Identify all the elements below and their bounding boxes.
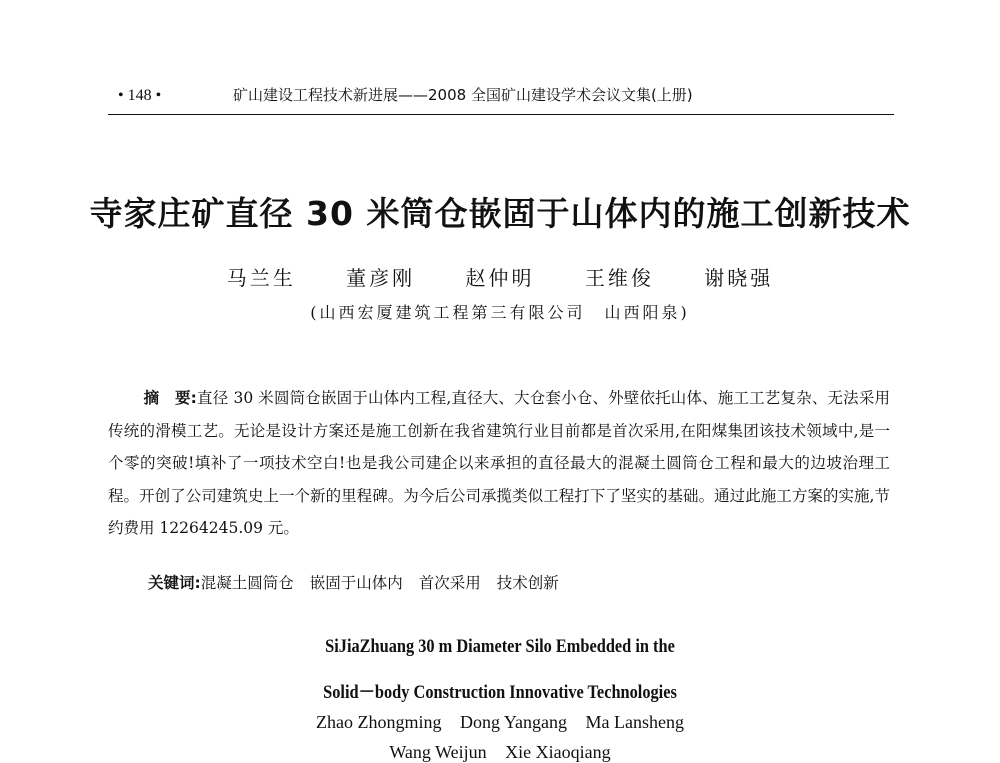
- author-name: 谢晓强: [704, 266, 774, 290]
- author-name: 赵仲明: [465, 266, 535, 290]
- keyword: 技术创新: [496, 574, 559, 592]
- english-author-name: Xie Xiaoqiang: [505, 742, 611, 762]
- author-list: [0, 262, 1000, 291]
- affiliation: (山西宏厦建筑工程第三有限公司 山西阳泉): [310, 303, 690, 322]
- author-name: 董彦刚: [346, 266, 416, 290]
- author-name: 王维俊: [584, 266, 654, 290]
- journal-name: 矿山建设工程技术新进展——2008 全国矿山建设学术会议文集(上册): [233, 86, 693, 104]
- abstract-label: 摘 要:: [143, 389, 197, 407]
- english-author-name: Ma Lansheng: [585, 712, 684, 732]
- english-author-name: Zhao Zhongming: [316, 712, 442, 732]
- keyword: 混凝土圆筒仓: [200, 574, 294, 592]
- author-name: 马兰生: [226, 266, 296, 290]
- abstract-text: 直径 30 米圆筒仓嵌固于山体内工程,直径大、大仓套小仓、外壁依托山体、施工工艺复杂、无法采用传统的滑模工艺。无论是设计方案还是施工创新在我省建筑行业目前都是首次采用,在阳煤集团该技术领域中,是一个零的突破!填补了一项技术空白!也是我公司建企以来承担的直径最大的混凝土圆筒仓工程和最大的边坡治理工程。开创了公司建筑史上一个新的里程碑。为今后公司承揽类似工程打下了坚实的基础。通过此施工方案的实施,节约费用 12264245.09 元。: [108, 389, 890, 538]
- keyword: 首次采用: [418, 574, 481, 592]
- paper-title: 寺家庄矿直径 30 米筒仓嵌固于山体内的施工创新技术: [89, 194, 911, 233]
- english-author-name: Dong Yangang: [459, 712, 567, 732]
- header-rule: [108, 114, 894, 115]
- keywords: [148, 571, 575, 593]
- page-number: • 148 •: [118, 87, 162, 104]
- running-header: [118, 84, 693, 105]
- english-author-name: Wang Weijun: [389, 742, 487, 762]
- keyword: 嵌固于山体内: [309, 574, 403, 592]
- english-title-line: Solid－body Construction Innovative Technologies: [323, 682, 677, 703]
- keywords-label: 关键词:: [148, 574, 201, 592]
- english-author-list: [0, 712, 1000, 733]
- abstract: [108, 382, 890, 545]
- english-title-line: SiJiaZhuang 30 m Diameter Silo Embedded in the: [325, 636, 675, 657]
